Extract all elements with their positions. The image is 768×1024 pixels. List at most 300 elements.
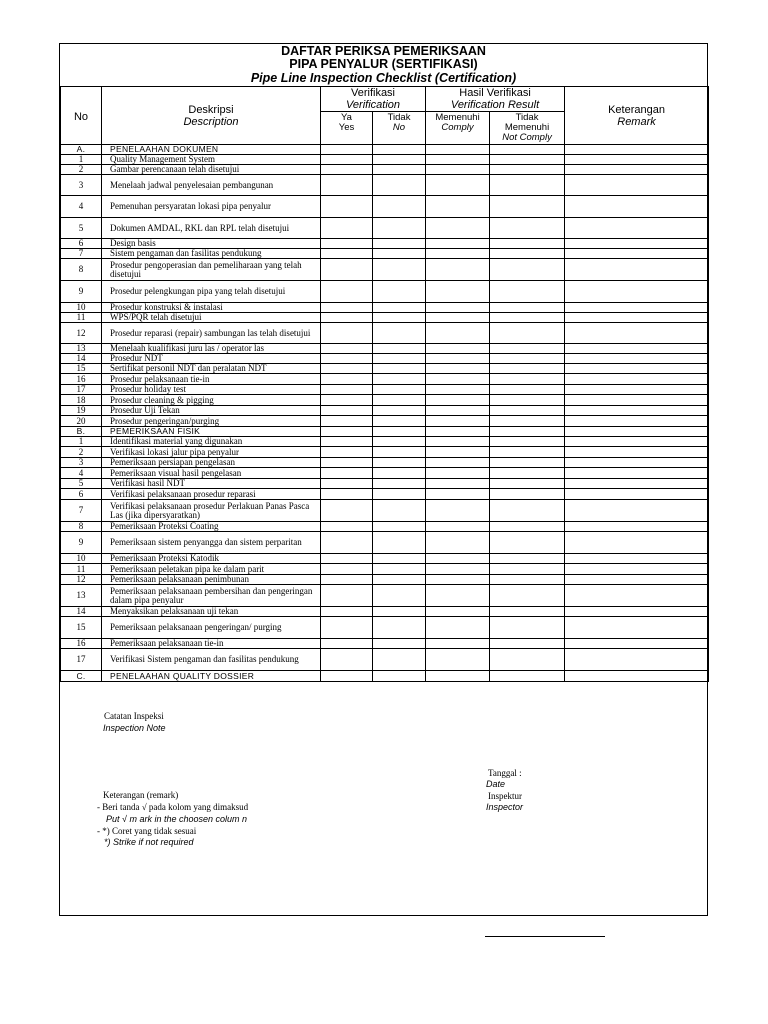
no-cell[interactable] — [373, 303, 426, 313]
not-comply-cell[interactable] — [490, 344, 565, 354]
row-number: 11 — [61, 564, 102, 575]
remark-cell[interactable] — [565, 145, 709, 155]
table-row — [61, 395, 709, 406]
row-description: Pemeriksaan sistem penyangga dan sistem perparitan — [102, 532, 321, 554]
no-cell[interactable] — [373, 395, 426, 406]
remark-cell[interactable] — [565, 427, 709, 437]
yes-cell[interactable] — [321, 437, 373, 447]
remark-cell[interactable] — [565, 281, 709, 303]
no-cell[interactable] — [373, 313, 426, 323]
no-cell[interactable] — [373, 406, 426, 416]
comply-cell[interactable] — [426, 155, 490, 165]
row-number: 2 — [61, 165, 102, 175]
comply-cell[interactable] — [426, 522, 490, 532]
yes-cell[interactable] — [321, 564, 373, 575]
no-cell[interactable] — [373, 427, 426, 437]
not-comply-cell[interactable] — [490, 218, 565, 239]
row-number: 6 — [61, 489, 102, 500]
row-description: Pemeriksaan pelaksanaan tie-in — [102, 639, 321, 649]
remark-cell[interactable] — [565, 344, 709, 354]
row-number: 1 — [61, 437, 102, 447]
not-comply-cell[interactable] — [490, 364, 565, 374]
no-cell[interactable] — [373, 468, 426, 479]
no-cell[interactable] — [373, 165, 426, 175]
yes-cell[interactable] — [321, 196, 373, 218]
not-comply-cell[interactable] — [490, 479, 565, 489]
remark-cell[interactable] — [565, 395, 709, 406]
comply-cell[interactable] — [426, 374, 490, 385]
no-cell[interactable] — [373, 374, 426, 385]
table-row — [61, 437, 709, 447]
table-row — [61, 364, 709, 374]
row-number: 3 — [61, 458, 102, 468]
row-number: 1 — [61, 155, 102, 165]
yes-cell[interactable] — [321, 585, 373, 607]
title-line-1: DAFTAR PERIKSA PEMERIKSAAN — [281, 44, 486, 58]
no-cell[interactable] — [373, 564, 426, 575]
yes-cell[interactable] — [321, 522, 373, 532]
row-number: 5 — [61, 218, 102, 239]
row-description: Menyaksikan pelaksanaan uji tekan — [102, 607, 321, 617]
not-comply-cell[interactable] — [490, 427, 565, 437]
remark-cell[interactable] — [565, 416, 709, 427]
no-cell[interactable] — [373, 554, 426, 564]
row-number: 2 — [61, 447, 102, 458]
row-description: Pemeriksaan Proteksi Katodik — [102, 554, 321, 564]
remark-cell[interactable] — [565, 554, 709, 564]
header-no: No — [61, 87, 102, 145]
comply-cell[interactable] — [426, 447, 490, 458]
comply-cell[interactable] — [426, 313, 490, 323]
no-cell[interactable] — [373, 259, 426, 281]
row-description: Pemeriksaan peletakan pipa ke dalam parit — [102, 564, 321, 575]
yes-cell[interactable] — [321, 639, 373, 649]
remark-cell[interactable] — [565, 249, 709, 259]
no-cell[interactable] — [373, 500, 426, 522]
header-no-verif: Tidak No — [373, 112, 426, 145]
header-verification: Verifikasi Verification — [321, 87, 426, 112]
not-comply-cell[interactable] — [490, 564, 565, 575]
remark-cell[interactable] — [565, 364, 709, 374]
comply-cell[interactable] — [426, 196, 490, 218]
row-number: 15 — [61, 617, 102, 639]
comply-cell[interactable] — [426, 575, 490, 585]
row-description: Verifikasi hasil NDT — [102, 479, 321, 489]
yes-cell[interactable] — [321, 385, 373, 395]
table-row — [61, 239, 709, 249]
not-comply-cell[interactable] — [490, 406, 565, 416]
comply-cell[interactable] — [426, 500, 490, 522]
not-comply-cell[interactable] — [490, 323, 565, 344]
row-number: 20 — [61, 416, 102, 427]
no-cell[interactable] — [373, 639, 426, 649]
remark-cell[interactable] — [565, 385, 709, 395]
comply-cell[interactable] — [426, 639, 490, 649]
comply-cell[interactable] — [426, 344, 490, 354]
yes-cell[interactable] — [321, 303, 373, 313]
not-comply-cell[interactable] — [490, 385, 565, 395]
no-cell[interactable] — [373, 249, 426, 259]
no-cell[interactable] — [373, 385, 426, 395]
comply-cell[interactable] — [426, 468, 490, 479]
row-number: 14 — [61, 354, 102, 364]
yes-cell[interactable] — [321, 344, 373, 354]
row-number: 16 — [61, 639, 102, 649]
yes-cell[interactable] — [321, 554, 373, 564]
not-comply-cell[interactable] — [490, 259, 565, 281]
not-comply-cell[interactable] — [490, 585, 565, 607]
no-cell[interactable] — [373, 344, 426, 354]
table-row — [61, 165, 709, 175]
no-cell[interactable] — [373, 617, 426, 639]
yes-cell[interactable] — [321, 416, 373, 427]
comply-cell[interactable] — [426, 585, 490, 607]
no-cell[interactable] — [373, 239, 426, 249]
title-line-3: Pipe Line Inspection Checklist (Certification) — [250, 71, 517, 85]
yes-cell[interactable] — [321, 354, 373, 364]
remark-cell[interactable] — [565, 313, 709, 323]
header-comply: Memenuhi Comply — [426, 112, 490, 145]
remark-cell[interactable] — [565, 500, 709, 522]
yes-cell[interactable] — [321, 374, 373, 385]
yes-cell[interactable] — [321, 249, 373, 259]
no-cell[interactable] — [373, 437, 426, 447]
table-row — [61, 522, 709, 532]
comply-cell[interactable] — [426, 303, 490, 313]
yes-cell[interactable] — [321, 617, 373, 639]
row-number: 13 — [61, 344, 102, 354]
comply-cell[interactable] — [426, 175, 490, 196]
row-number: A. — [61, 145, 102, 155]
not-comply-cell[interactable] — [490, 671, 565, 682]
yes-cell[interactable] — [321, 479, 373, 489]
row-description: Pemeriksaan persiapan pengelasan — [102, 458, 321, 468]
yes-cell[interactable] — [321, 458, 373, 468]
comply-cell[interactable] — [426, 554, 490, 564]
date-label-en: Date — [486, 779, 506, 789]
remark-cell[interactable] — [565, 522, 709, 532]
comply-cell[interactable] — [426, 437, 490, 447]
row-description: Prosedur pengeringan/purging — [102, 416, 321, 427]
no-cell[interactable] — [373, 323, 426, 344]
yes-cell[interactable] — [321, 259, 373, 281]
row-description: Prosedur konstruksi & instalasi — [102, 303, 321, 313]
table-row — [61, 259, 709, 281]
remark-cell[interactable] — [565, 671, 709, 682]
comply-cell[interactable] — [426, 165, 490, 175]
remark-cell[interactable] — [565, 374, 709, 385]
not-comply-cell[interactable] — [490, 249, 565, 259]
no-cell[interactable] — [373, 281, 426, 303]
no-cell[interactable] — [373, 607, 426, 617]
yes-cell[interactable] — [321, 155, 373, 165]
yes-cell[interactable] — [321, 427, 373, 437]
row-number: 9 — [61, 532, 102, 554]
no-cell[interactable] — [373, 671, 426, 682]
not-comply-cell[interactable] — [490, 437, 565, 447]
not-comply-cell[interactable] — [490, 500, 565, 522]
row-description: Pemeriksaan pelaksanaan pembersihan dan pengeringan dalam pipa penyalur — [102, 585, 321, 607]
comply-cell[interactable] — [426, 607, 490, 617]
comply-cell[interactable] — [426, 416, 490, 427]
yes-cell[interactable] — [321, 671, 373, 682]
yes-cell[interactable] — [321, 364, 373, 374]
comply-cell[interactable] — [426, 395, 490, 406]
remark-cell[interactable] — [565, 354, 709, 364]
no-cell[interactable] — [373, 196, 426, 218]
comply-cell[interactable] — [426, 249, 490, 259]
row-description: Prosedur pelaksanaan tie-in — [102, 374, 321, 385]
remark-heading: Keterangan (remark) — [103, 790, 179, 800]
table-row — [61, 639, 709, 649]
remark-cell[interactable] — [565, 607, 709, 617]
not-comply-cell[interactable] — [490, 239, 565, 249]
checklist-frame — [59, 43, 708, 916]
checklist-rows — [61, 145, 709, 682]
comply-cell[interactable] — [426, 617, 490, 639]
section-row — [61, 427, 709, 437]
no-cell[interactable] — [373, 458, 426, 468]
no-cell[interactable] — [373, 416, 426, 427]
table-row — [61, 218, 709, 239]
row-number: 16 — [61, 374, 102, 385]
row-description: Pemeriksaan pelaksanaan pengeringan/ purging — [102, 617, 321, 639]
remark-cell[interactable] — [565, 196, 709, 218]
row-number: B. — [61, 427, 102, 437]
remark-cell[interactable] — [565, 303, 709, 313]
remark-cell[interactable] — [565, 468, 709, 479]
remark-cell[interactable] — [565, 218, 709, 239]
not-comply-cell[interactable] — [490, 639, 565, 649]
table-row — [61, 585, 709, 607]
remark-cell[interactable] — [565, 617, 709, 639]
table-row — [61, 175, 709, 196]
yes-cell[interactable] — [321, 281, 373, 303]
header-verification-result: Hasil Verifikasi Verification Result — [426, 87, 565, 112]
row-description: Prosedur holiday test — [102, 385, 321, 395]
table-row — [61, 649, 709, 671]
not-comply-cell[interactable] — [490, 354, 565, 364]
not-comply-cell[interactable] — [490, 532, 565, 554]
no-cell[interactable] — [373, 532, 426, 554]
remark-cell[interactable] — [565, 639, 709, 649]
not-comply-cell[interactable] — [490, 395, 565, 406]
table-row — [61, 249, 709, 259]
not-comply-cell[interactable] — [490, 607, 565, 617]
row-description: Pemenuhan persyaratan lokasi pipa penyalur — [102, 196, 321, 218]
row-number: 4 — [61, 196, 102, 218]
table-row — [61, 323, 709, 344]
row-description: Prosedur cleaning & pigging — [102, 395, 321, 406]
table-row — [61, 385, 709, 395]
remark-cell[interactable] — [565, 175, 709, 196]
remark-cell[interactable] — [565, 458, 709, 468]
remark-line-2-en: *) Strike if not required — [104, 837, 194, 847]
table-row — [61, 575, 709, 585]
remark-cell[interactable] — [565, 489, 709, 500]
no-cell[interactable] — [373, 489, 426, 500]
comply-cell[interactable] — [426, 479, 490, 489]
remark-cell[interactable] — [565, 406, 709, 416]
no-cell[interactable] — [373, 354, 426, 364]
not-comply-cell[interactable] — [490, 281, 565, 303]
not-comply-cell[interactable] — [490, 155, 565, 165]
remark-cell[interactable] — [565, 239, 709, 249]
no-cell[interactable] — [373, 175, 426, 196]
comply-cell[interactable] — [426, 458, 490, 468]
remark-cell[interactable] — [565, 155, 709, 165]
row-description: Prosedur NDT — [102, 354, 321, 364]
comply-cell[interactable] — [426, 427, 490, 437]
yes-cell[interactable] — [321, 175, 373, 196]
remark-cell[interactable] — [565, 585, 709, 607]
not-comply-cell[interactable] — [490, 489, 565, 500]
yes-cell[interactable] — [321, 500, 373, 522]
not-comply-cell[interactable] — [490, 145, 565, 155]
remark-cell[interactable] — [565, 564, 709, 575]
row-description: Verifikasi pelaksanaan prosedur reparasi — [102, 489, 321, 500]
not-comply-cell[interactable] — [490, 303, 565, 313]
no-cell[interactable] — [373, 447, 426, 458]
yes-cell[interactable] — [321, 468, 373, 479]
comply-cell[interactable] — [426, 385, 490, 395]
header-yes: Ya Yes — [321, 112, 373, 145]
remark-cell[interactable] — [565, 575, 709, 585]
remark-cell[interactable] — [565, 437, 709, 447]
row-number: 8 — [61, 522, 102, 532]
table-row — [61, 564, 709, 575]
no-cell[interactable] — [373, 649, 426, 671]
row-number: C. — [61, 671, 102, 682]
row-number: 9 — [61, 281, 102, 303]
not-comply-cell[interactable] — [490, 617, 565, 639]
row-description: WPS/PQR telah disetujui — [102, 313, 321, 323]
row-description: Pemeriksaan Proteksi Coating — [102, 522, 321, 532]
table-row — [61, 354, 709, 364]
yes-cell[interactable] — [321, 607, 373, 617]
yes-cell[interactable] — [321, 145, 373, 155]
comply-cell[interactable] — [426, 239, 490, 249]
yes-cell[interactable] — [321, 532, 373, 554]
not-comply-cell[interactable] — [490, 458, 565, 468]
no-cell[interactable] — [373, 364, 426, 374]
no-cell[interactable] — [373, 522, 426, 532]
no-cell[interactable] — [373, 585, 426, 607]
comply-cell[interactable] — [426, 364, 490, 374]
not-comply-cell[interactable] — [490, 468, 565, 479]
row-number: 17 — [61, 649, 102, 671]
yes-cell[interactable] — [321, 447, 373, 458]
table-row — [61, 155, 709, 165]
row-number: 11 — [61, 313, 102, 323]
no-cell[interactable] — [373, 575, 426, 585]
comply-cell[interactable] — [426, 323, 490, 344]
no-cell[interactable] — [373, 479, 426, 489]
not-comply-cell[interactable] — [490, 575, 565, 585]
no-cell[interactable] — [373, 155, 426, 165]
not-comply-cell[interactable] — [490, 165, 565, 175]
remark-cell[interactable] — [565, 479, 709, 489]
table-row — [61, 554, 709, 564]
yes-cell[interactable] — [321, 395, 373, 406]
row-description: PENELAAHAN DOKUMEN — [102, 145, 321, 155]
table-row — [61, 458, 709, 468]
table-row — [61, 416, 709, 427]
header-remark: Keterangan Remark — [565, 87, 709, 145]
remark-line-2: - *) Coret yang tidak sesuai — [97, 826, 197, 836]
table-row — [61, 313, 709, 323]
row-number: 17 — [61, 385, 102, 395]
yes-cell[interactable] — [321, 649, 373, 671]
remark-cell[interactable] — [565, 447, 709, 458]
comply-cell[interactable] — [426, 671, 490, 682]
yes-cell[interactable] — [321, 489, 373, 500]
not-comply-cell[interactable] — [490, 313, 565, 323]
comply-cell[interactable] — [426, 354, 490, 364]
row-number: 8 — [61, 259, 102, 281]
no-cell[interactable] — [373, 218, 426, 239]
comply-cell[interactable] — [426, 564, 490, 575]
not-comply-cell[interactable] — [490, 374, 565, 385]
comply-cell[interactable] — [426, 406, 490, 416]
not-comply-cell[interactable] — [490, 196, 565, 218]
yes-cell[interactable] — [321, 575, 373, 585]
comply-cell[interactable] — [426, 145, 490, 155]
yes-cell[interactable] — [321, 406, 373, 416]
comply-cell[interactable] — [426, 281, 490, 303]
section-row — [61, 671, 709, 682]
not-comply-cell[interactable] — [490, 554, 565, 564]
table-row — [61, 303, 709, 313]
row-description: PEMERIKSAAN FISIK — [102, 427, 321, 437]
table-row — [61, 374, 709, 385]
row-description: Quality Management System — [102, 155, 321, 165]
yes-cell[interactable] — [321, 239, 373, 249]
comply-cell[interactable] — [426, 489, 490, 500]
not-comply-cell[interactable] — [490, 175, 565, 196]
no-cell[interactable] — [373, 145, 426, 155]
remark-cell[interactable] — [565, 259, 709, 281]
not-comply-cell[interactable] — [490, 649, 565, 671]
yes-cell[interactable] — [321, 323, 373, 344]
header-not-comply: Tidak Memenuhi Not Comply — [490, 112, 565, 145]
row-number: 12 — [61, 323, 102, 344]
row-number: 6 — [61, 239, 102, 249]
not-comply-cell[interactable] — [490, 416, 565, 427]
comply-cell[interactable] — [426, 259, 490, 281]
row-number: 4 — [61, 468, 102, 479]
comply-cell[interactable] — [426, 649, 490, 671]
row-number: 12 — [61, 575, 102, 585]
signature-line — [485, 936, 605, 937]
comply-cell[interactable] — [426, 532, 490, 554]
row-number: 3 — [61, 175, 102, 196]
remark-cell[interactable] — [565, 323, 709, 344]
remark-cell[interactable] — [565, 532, 709, 554]
not-comply-cell[interactable] — [490, 447, 565, 458]
table-row — [61, 281, 709, 303]
date-label: Tanggal : — [488, 768, 522, 778]
yes-cell[interactable] — [321, 313, 373, 323]
remark-cell[interactable] — [565, 165, 709, 175]
yes-cell[interactable] — [321, 218, 373, 239]
yes-cell[interactable] — [321, 165, 373, 175]
remark-cell[interactable] — [565, 649, 709, 671]
comply-cell[interactable] — [426, 218, 490, 239]
remark-line-1-en: Put √ m ark in the choosen colum n — [106, 814, 248, 824]
not-comply-cell[interactable] — [490, 522, 565, 532]
table-row — [61, 489, 709, 500]
